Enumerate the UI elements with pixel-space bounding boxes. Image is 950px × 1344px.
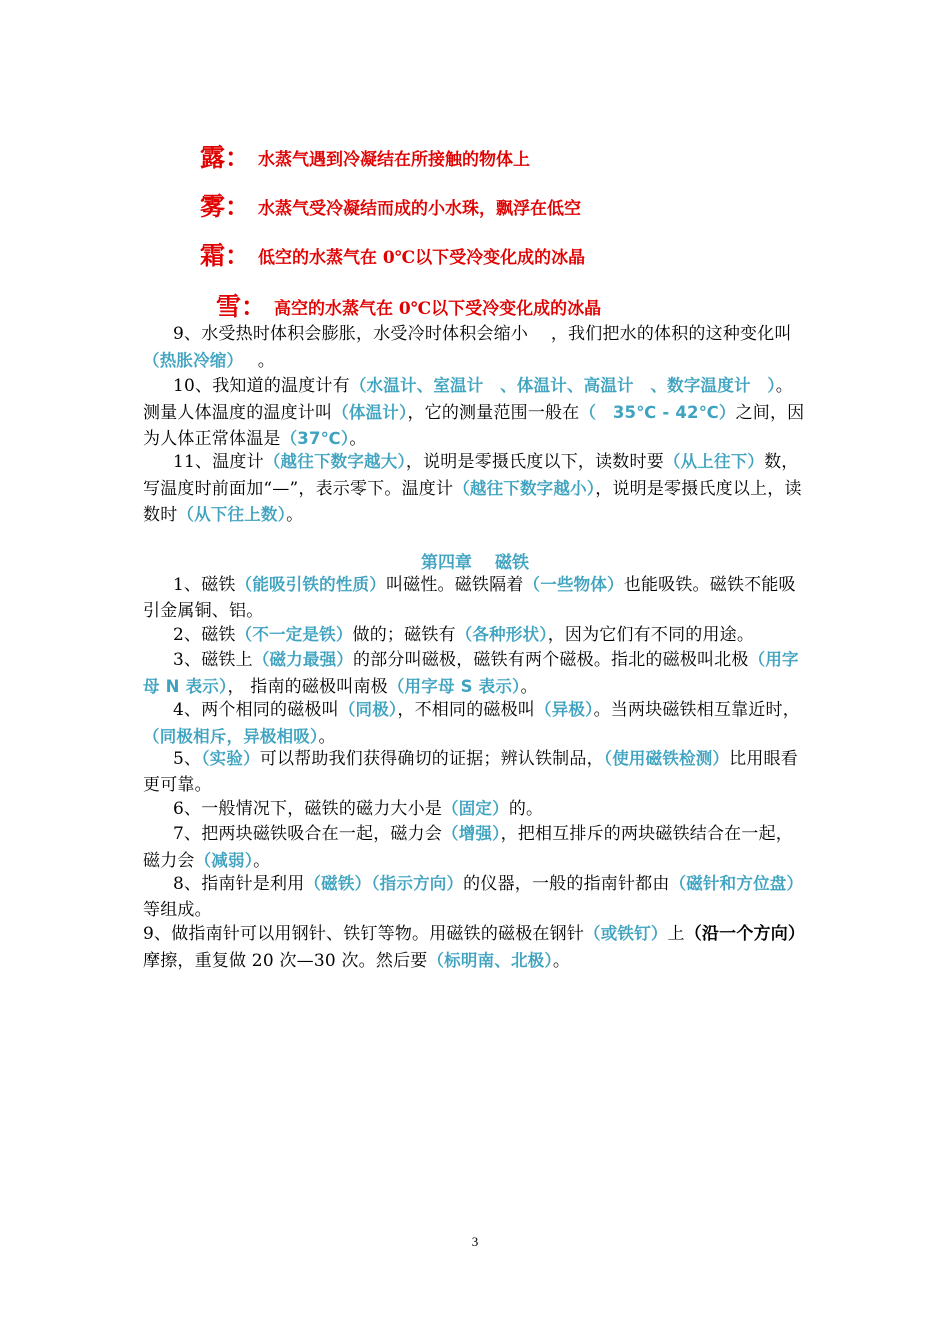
text: ， 指南的磁极叫南极 bbox=[227, 676, 388, 697]
magnet-item-4 bbox=[143, 697, 808, 750]
text: 。 bbox=[253, 850, 271, 871]
item-9-water-volume bbox=[143, 322, 808, 374]
text: 。 bbox=[552, 950, 571, 971]
text: ，因为它们有不同的用途。 bbox=[547, 625, 755, 645]
answer: （同极） bbox=[338, 700, 398, 719]
answer: （用字母 S 表示） bbox=[387, 676, 521, 696]
definition-text: 高空的水蒸气在 0℃以下受冷变化成的冰晶 bbox=[274, 299, 602, 319]
answer: （标明南、北极） bbox=[427, 950, 553, 970]
text: 叫磁性。磁铁隔着 bbox=[385, 575, 524, 595]
answer: （水温计、室温计 、体温计、高温计 、数字温度计 ） bbox=[349, 376, 776, 395]
answer: （磁铁）（指示方向） bbox=[304, 874, 464, 893]
text: 8、指南针是利用 bbox=[173, 874, 305, 894]
text: 的仪器，一般的指南针都由 bbox=[463, 874, 670, 894]
answer: （磁力最强） bbox=[252, 650, 354, 669]
text: 做的；磁铁有 bbox=[352, 625, 456, 645]
text: 9、做指南针可以用钢针、铁钉等物。用磁铁的磁极在钢针 bbox=[143, 924, 585, 944]
page-number: 3 bbox=[471, 1234, 479, 1249]
text: 6、一般情况下，磁铁的磁力大小是 bbox=[173, 799, 443, 819]
text: ，说明是零摄氏度以下，读数时要 bbox=[405, 452, 664, 472]
text: 摩擦，重复做 20 次—30 次。然后要 bbox=[143, 950, 428, 971]
chapter-title: 第四章 磁铁 bbox=[421, 553, 529, 573]
magnet-item-3 bbox=[143, 647, 808, 700]
text: 。 bbox=[520, 676, 538, 697]
text: 。当两块磁铁相互靠近时， bbox=[593, 700, 800, 720]
answer: （能吸引铁的性质） bbox=[235, 575, 386, 594]
text: 11、温度计 bbox=[173, 452, 264, 472]
item-11-reading-thermometer bbox=[143, 449, 808, 529]
text: 的。 bbox=[508, 799, 544, 819]
text: 。 bbox=[349, 429, 367, 450]
answer-bold: （沿一个方向） bbox=[684, 924, 806, 944]
text: 可以帮助我们获得确切的证据；辨认铁制品， bbox=[259, 749, 604, 769]
answer: （不一定是铁） bbox=[235, 625, 353, 644]
text: 4、两个相同的磁极叫 bbox=[173, 700, 339, 720]
text: 等组成。 bbox=[143, 899, 212, 920]
magnet-item-2 bbox=[143, 622, 808, 649]
text: ，把相互排斥的两块磁铁结合在一起，磁力会 bbox=[143, 824, 793, 871]
text: 。测量人体温度的温度计叫 bbox=[143, 376, 793, 423]
text: 比用眼看更可靠。 bbox=[143, 749, 798, 795]
answer: （减弱） bbox=[194, 850, 254, 870]
definition-term: 霜： bbox=[200, 241, 251, 270]
answer: （同极相斥，异极相吸） bbox=[143, 726, 319, 746]
text: 1、磁铁 bbox=[173, 575, 236, 595]
answer: （ 35℃ - 42℃） bbox=[579, 402, 736, 422]
answer: （或铁钉） bbox=[584, 924, 668, 943]
text: ，不相同的磁极叫 bbox=[397, 700, 535, 720]
definition-term: 露： bbox=[200, 143, 251, 172]
text: 2、磁铁 bbox=[173, 625, 236, 645]
answer: （用字母 N 表示） bbox=[143, 650, 799, 696]
magnet-item-6 bbox=[143, 796, 808, 823]
answer: （热胀冷缩） bbox=[143, 350, 235, 370]
definition-text: 水蒸气遇到冷凝结在所接触的物体上 bbox=[258, 150, 530, 170]
magnet-item-1 bbox=[143, 572, 808, 624]
answer: （从上往下） bbox=[663, 452, 765, 471]
answer: （实验） bbox=[201, 749, 260, 768]
answer: （磁针和方位盘） bbox=[669, 874, 804, 893]
answer: （37℃） bbox=[280, 429, 350, 449]
answer: （增强） bbox=[442, 824, 501, 843]
answer: （体温计） bbox=[332, 402, 408, 422]
answer: （从下往上数） bbox=[177, 505, 287, 525]
magnet-item-5 bbox=[143, 746, 808, 798]
answer: （使用磁铁检测） bbox=[603, 749, 730, 768]
text: 9、水受热时体积会膨胀，水受冷时体积会缩小 ，我们把水的体积的这种变化叫 bbox=[173, 324, 792, 344]
text: 7、把两块磁铁吸合在一起，磁力会 bbox=[173, 824, 443, 844]
answer: （越往下数字越小） bbox=[453, 478, 596, 498]
text: 上 bbox=[667, 924, 685, 944]
text: 之间，因为人体正常体温是 bbox=[143, 402, 805, 450]
text: 的部分叫磁极，磁铁有两个磁极。指北的磁极叫北极 bbox=[353, 650, 749, 670]
text: 数，写温度时前面加“—”，表示零下。温度计 bbox=[143, 452, 799, 499]
text: 。 bbox=[318, 726, 336, 747]
text: 3、磁铁上 bbox=[173, 650, 253, 670]
text: 5、 bbox=[173, 749, 202, 769]
answer: （一些物体） bbox=[523, 575, 624, 594]
text: 。 bbox=[286, 505, 304, 526]
answer: （固定） bbox=[442, 799, 509, 818]
text: ，说明是零摄氏度以上，读数时 bbox=[143, 478, 802, 526]
text: ，它的测量范围一般在 bbox=[407, 402, 580, 423]
text: 也能吸铁。磁铁不能吸引金属铜、铝。 bbox=[143, 575, 796, 621]
definition-text: 水蒸气受冷凝结而成的小水珠，飘浮在低空 bbox=[258, 199, 581, 219]
definition-text: 低空的水蒸气在 0℃以下受冷变化成的冰晶 bbox=[258, 248, 586, 268]
magnet-item-8 bbox=[143, 871, 808, 923]
magnet-item-7 bbox=[143, 821, 808, 874]
text: 10、我知道的温度计有 bbox=[173, 376, 350, 396]
answer: （异极） bbox=[535, 700, 594, 719]
answer: （越往下数字越大） bbox=[263, 452, 406, 471]
definition-term: 雪： bbox=[216, 292, 267, 321]
item-10-thermometers bbox=[143, 373, 808, 453]
definition-term: 雾： bbox=[200, 192, 251, 221]
magnet-item-9 bbox=[143, 921, 808, 974]
text: 。 bbox=[234, 350, 275, 371]
answer: （各种形状） bbox=[455, 625, 548, 644]
